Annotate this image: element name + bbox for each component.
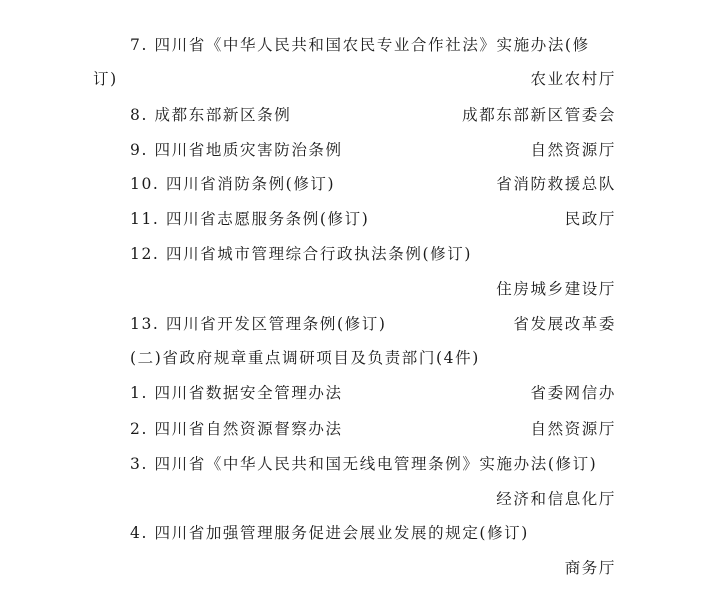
list-item-text: 2. 四川省自然资源督察办法	[130, 420, 343, 438]
list-item-text: 10. 四川省消防条例(修订)	[130, 175, 336, 193]
list-item-text: 1. 四川省数据安全管理办法	[130, 384, 343, 402]
list-item-text: 8. 成都东部新区条例	[130, 106, 292, 124]
responsible-dept: 农业农村厅	[530, 70, 616, 88]
responsible-dept: 省发展改革委	[513, 315, 616, 333]
list-item-text: 11. 四川省志愿服务条例(修订)	[130, 210, 370, 228]
section-heading: (二)省政府规章重点调研项目及负责部门(4件)	[130, 349, 480, 367]
responsible-dept: 省委网信办	[530, 384, 616, 402]
responsible-dept: 自然资源厅	[530, 141, 616, 159]
list-item-text: 13. 四川省开发区管理条例(修订)	[130, 315, 387, 333]
responsible-dept: 自然资源厅	[530, 420, 616, 438]
responsible-dept: 民政厅	[564, 210, 616, 228]
list-item-text: 4. 四川省加强管理服务促进会展业发展的规定(修订)	[130, 524, 529, 542]
responsible-dept: 省消防救援总队	[496, 175, 616, 193]
list-item-text: 3. 四川省《中华人民共和国无线电管理条例》实施办法(修订)	[130, 455, 598, 473]
responsible-dept: 住房城乡建设厅	[496, 280, 616, 298]
responsible-dept: 经济和信息化厅	[496, 490, 616, 508]
list-item-continuation: 订)	[93, 70, 118, 88]
list-item-text: 9. 四川省地质灾害防治条例	[130, 141, 343, 159]
responsible-dept: 商务厅	[564, 559, 616, 577]
list-item-text: 12. 四川省城市管理综合行政执法条例(修订)	[130, 245, 472, 263]
responsible-dept: 成都东部新区管委会	[462, 106, 616, 124]
list-item-text: 7. 四川省《中华人民共和国农民专业合作社法》实施办法(修	[130, 36, 590, 54]
